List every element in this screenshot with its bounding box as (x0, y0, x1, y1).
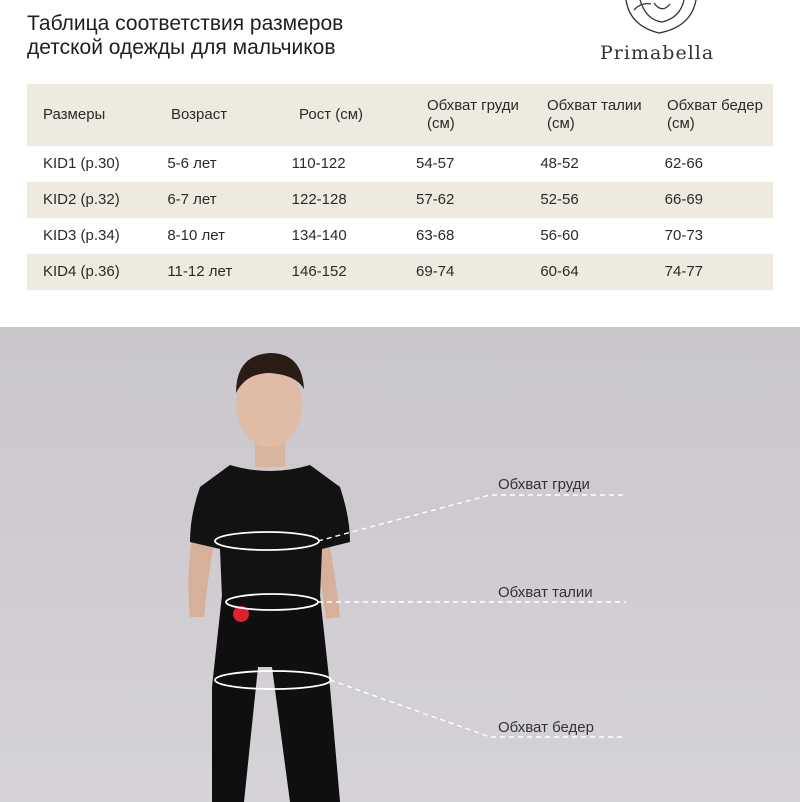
table-cell: 56-60 (540, 227, 579, 244)
table-row (27, 182, 773, 218)
header-cell: Размеры (43, 106, 106, 123)
brand-name: Primabella (600, 42, 715, 64)
table-cell: 66-69 (664, 191, 704, 208)
title-line-1: Таблица соответствия размеров (27, 12, 344, 35)
table-cell: 52-56 (540, 191, 579, 208)
table-cell: 110-122 (291, 155, 346, 172)
table-cell: 54-57 (415, 155, 455, 172)
header-cell: Обхват талии (см) (547, 97, 642, 132)
table-cell: 146-152 (291, 263, 347, 280)
waist-label: Обхват талии (498, 584, 593, 601)
table-cell: 74-77 (664, 263, 704, 280)
table-cell: 57-62 (415, 191, 455, 208)
table-row (27, 218, 773, 254)
header-cell: Возраст (171, 106, 228, 123)
table-row (27, 254, 773, 290)
table-header-row (27, 84, 773, 146)
table-cell: 122-128 (291, 191, 347, 208)
table-cell: 70-73 (664, 227, 704, 244)
table-cell: 62-66 (664, 155, 704, 172)
table-cell: 60-64 (540, 263, 579, 280)
table-cell: 6-7 лет (167, 191, 217, 208)
table-cell: 134-140 (291, 227, 347, 244)
boy-figure-illustration (0, 327, 800, 802)
header-cell: Обхват бедер (см) (667, 97, 763, 132)
table-cell: 5-6 лет (167, 155, 217, 172)
table-cell: KID4 (р.36) (43, 263, 120, 280)
table-cell: 11-12 лет (167, 263, 233, 280)
table-cell: KID2 (р.32) (43, 191, 120, 208)
header-cell: Обхват груди (см) (427, 97, 519, 132)
size-table (27, 84, 773, 290)
page-title (27, 12, 343, 60)
model-photo (0, 327, 800, 802)
table-cell: 63-68 (415, 227, 455, 244)
table-cell: KID1 (р.30) (43, 155, 120, 172)
hips-label: Обхват бедер (498, 719, 594, 736)
header-cell: Рост (см) (299, 106, 364, 123)
table-cell: KID3 (р.34) (43, 227, 120, 244)
table-cell: 48-52 (540, 155, 579, 172)
chest-label: Обхват груди (498, 476, 590, 493)
table-row (27, 146, 773, 182)
table-cell: 69-74 (415, 263, 455, 280)
table-cell: 8-10 лет (167, 227, 225, 244)
title-line-2: детской одежды для мальчиков (27, 36, 336, 59)
